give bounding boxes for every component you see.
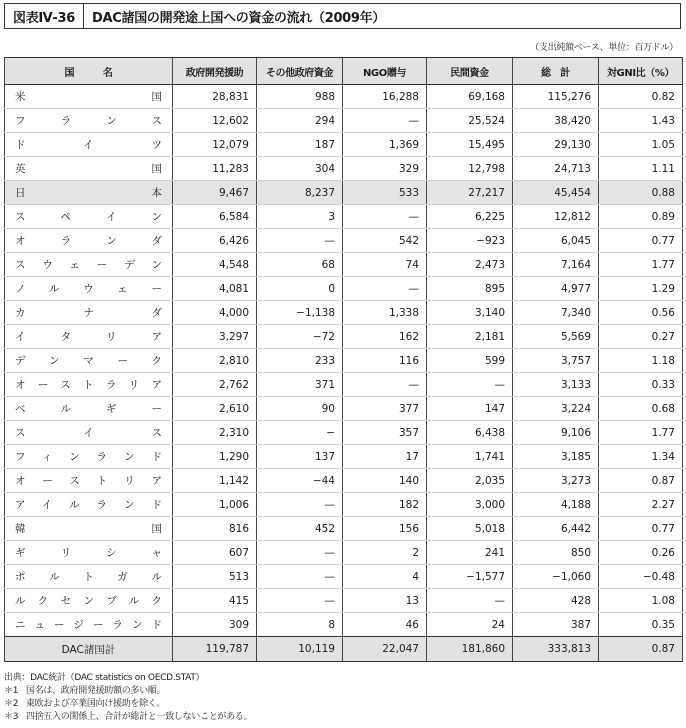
cell-ngo: 1,369 xyxy=(343,133,427,157)
cell-total: 7,340 xyxy=(513,301,599,325)
cell-private: −923 xyxy=(427,229,513,253)
cell-gni: 0.27 xyxy=(599,325,683,349)
table-row xyxy=(5,109,683,133)
cell-gni: 0.56 xyxy=(599,301,683,325)
col-header-total: 総 計 xyxy=(513,58,599,85)
cell-ngo: — xyxy=(343,205,427,229)
table-row xyxy=(5,541,683,565)
table-row xyxy=(5,445,683,469)
cell-ngo: 329 xyxy=(343,157,427,181)
cell-private: 599 xyxy=(427,349,513,373)
table-row xyxy=(5,229,683,253)
cell-gni: 1.18 xyxy=(599,349,683,373)
cell-oda: 513 xyxy=(173,565,257,589)
cell-country: アイルランド xyxy=(5,493,173,517)
cell-total: 24,713 xyxy=(513,157,599,181)
cell-country: イタリア xyxy=(5,325,173,349)
table-row xyxy=(5,253,683,277)
cell-ngo: 4 xyxy=(343,565,427,589)
cell-oda: 11,283 xyxy=(173,157,257,181)
cell-country: スウェーデン xyxy=(5,253,173,277)
cell-private: 6,438 xyxy=(427,421,513,445)
cell-country: フランス xyxy=(5,109,173,133)
cell-country: 米国 xyxy=(5,85,173,109)
cell-oof: −44 xyxy=(257,469,343,493)
cell-oda: 12,079 xyxy=(173,133,257,157)
col-header-country: 国 名 xyxy=(5,58,173,85)
cell-ngo: 17 xyxy=(343,445,427,469)
cell-private: 24 xyxy=(427,613,513,637)
cell-country: ルクセンブルク xyxy=(5,589,173,613)
cell-private: 6,225 xyxy=(427,205,513,229)
cell-ngo: 156 xyxy=(343,517,427,541)
cell-ngo: 46 xyxy=(343,613,427,637)
footnote-text: 国名は、政府開発援助額の多い順。 xyxy=(26,686,166,696)
cell-oof: 3 xyxy=(257,205,343,229)
cell-private: 25,524 xyxy=(427,109,513,133)
footnote xyxy=(4,698,252,711)
cell-total: 3,185 xyxy=(513,445,599,469)
cell-private: −1,577 xyxy=(427,565,513,589)
footnote xyxy=(4,672,252,685)
cell-total: 850 xyxy=(513,541,599,565)
cell-oof: 294 xyxy=(257,109,343,133)
cell-oda: 1,142 xyxy=(173,469,257,493)
table-row xyxy=(5,205,683,229)
table-row xyxy=(5,277,683,301)
total-oda: 119,787 xyxy=(173,637,257,662)
cell-oda: 607 xyxy=(173,541,257,565)
footnote-mark: 出典： xyxy=(4,673,31,683)
cell-gni: 1.29 xyxy=(599,277,683,301)
cell-oof: 137 xyxy=(257,445,343,469)
cell-gni: 0.68 xyxy=(599,397,683,421)
cell-gni: 0.89 xyxy=(599,205,683,229)
cell-total: 9,106 xyxy=(513,421,599,445)
cell-country: 日本 xyxy=(5,181,173,205)
footnote-text: 東欧および卒業国向け援助を除く。 xyxy=(26,699,166,709)
cell-oof: − xyxy=(257,421,343,445)
cell-total: 29,130 xyxy=(513,133,599,157)
cell-gni: 0.77 xyxy=(599,229,683,253)
table-row xyxy=(5,301,683,325)
table-row xyxy=(5,325,683,349)
cell-private: 3,000 xyxy=(427,493,513,517)
table-row xyxy=(5,133,683,157)
cell-total: 38,420 xyxy=(513,109,599,133)
total-ngo: 22,047 xyxy=(343,637,427,662)
cell-private: 241 xyxy=(427,541,513,565)
cell-oof: 0 xyxy=(257,277,343,301)
col-header-gni: 対GNI比（%） xyxy=(599,58,683,85)
cell-country: スイス xyxy=(5,421,173,445)
cell-oof: 8,237 xyxy=(257,181,343,205)
cell-gni: 0.26 xyxy=(599,541,683,565)
figure-id: 図表Ⅳ-36 xyxy=(5,4,84,28)
cell-country: ドイツ xyxy=(5,133,173,157)
figure-title: DAC諸国の開発途上国への資金の流れ（2009年） xyxy=(92,10,386,26)
cell-ngo: 140 xyxy=(343,469,427,493)
cell-total: 6,442 xyxy=(513,517,599,541)
footnotes xyxy=(4,672,252,724)
cell-oda: 4,000 xyxy=(173,301,257,325)
cell-oda: 2,310 xyxy=(173,421,257,445)
cell-ngo: 16,288 xyxy=(343,85,427,109)
cell-gni: 0.87 xyxy=(599,469,683,493)
cell-ngo: 533 xyxy=(343,181,427,205)
cell-oof: 68 xyxy=(257,253,343,277)
cell-oof: 187 xyxy=(257,133,343,157)
cell-country: 韓国 xyxy=(5,517,173,541)
col-header-oda: 政府開発援助 xyxy=(173,58,257,85)
cell-private: 1,741 xyxy=(427,445,513,469)
cell-oda: 1,006 xyxy=(173,493,257,517)
cell-total: 12,812 xyxy=(513,205,599,229)
cell-oof: 8 xyxy=(257,613,343,637)
cell-ngo: 377 xyxy=(343,397,427,421)
table-row xyxy=(5,85,683,109)
cell-private: — xyxy=(427,589,513,613)
cell-private: 2,473 xyxy=(427,253,513,277)
cell-oof: — xyxy=(257,541,343,565)
table-row xyxy=(5,469,683,493)
cell-oof: — xyxy=(257,565,343,589)
cell-gni: 1.08 xyxy=(599,589,683,613)
cell-oda: 816 xyxy=(173,517,257,541)
cell-gni: 1.77 xyxy=(599,421,683,445)
footnote xyxy=(4,685,252,698)
footnote-mark: ＊3 xyxy=(4,712,19,722)
table-row xyxy=(5,517,683,541)
cell-ngo: 116 xyxy=(343,349,427,373)
cell-oof: 452 xyxy=(257,517,343,541)
cell-country: スペイン xyxy=(5,205,173,229)
cell-private: 12,798 xyxy=(427,157,513,181)
cell-country: ポルトガル xyxy=(5,565,173,589)
total-label: DAC諸国計 xyxy=(5,637,173,662)
footnote-text: DAC統計（DAC statistics on OECD.STAT） xyxy=(30,673,205,683)
cell-oda: 2,810 xyxy=(173,349,257,373)
total-oof: 10,119 xyxy=(257,637,343,662)
cell-oof: — xyxy=(257,589,343,613)
cell-total: 3,133 xyxy=(513,373,599,397)
col-header-ngo: NGO贈与 xyxy=(343,58,427,85)
cell-country: オランダ xyxy=(5,229,173,253)
cell-country: ギリシャ xyxy=(5,541,173,565)
cell-ngo: 162 xyxy=(343,325,427,349)
cell-gni: 0.77 xyxy=(599,517,683,541)
cell-private: 2,035 xyxy=(427,469,513,493)
cell-gni: 0.35 xyxy=(599,613,683,637)
cell-oda: 4,081 xyxy=(173,277,257,301)
cell-gni: −0.48 xyxy=(599,565,683,589)
table-row xyxy=(5,421,683,445)
table-row xyxy=(5,373,683,397)
total-gni: 0.87 xyxy=(599,637,683,662)
unit-note: （支出純額ベース、単位：百万ドル） xyxy=(530,43,678,53)
cell-oda: 28,831 xyxy=(173,85,257,109)
cell-private: 147 xyxy=(427,397,513,421)
table-row xyxy=(5,589,683,613)
table-row xyxy=(5,181,683,205)
cell-gni: 1.34 xyxy=(599,445,683,469)
table-row xyxy=(5,493,683,517)
cell-country: フィンランド xyxy=(5,445,173,469)
cell-oda: 415 xyxy=(173,589,257,613)
table-row xyxy=(5,157,683,181)
cell-gni: 1.77 xyxy=(599,253,683,277)
cell-oof: 988 xyxy=(257,85,343,109)
cell-ngo: 357 xyxy=(343,421,427,445)
cell-oof: −1,138 xyxy=(257,301,343,325)
cell-country: カナダ xyxy=(5,301,173,325)
cell-gni: 1.11 xyxy=(599,157,683,181)
cell-total: 4,977 xyxy=(513,277,599,301)
cell-private: 3,140 xyxy=(427,301,513,325)
footnote-mark: ＊1 xyxy=(4,686,19,696)
cell-ngo: — xyxy=(343,373,427,397)
cell-gni: 1.43 xyxy=(599,109,683,133)
cell-country: オーストラリア xyxy=(5,373,173,397)
cell-total: 115,276 xyxy=(513,85,599,109)
cell-total: 3,224 xyxy=(513,397,599,421)
table-row xyxy=(5,565,683,589)
cell-oda: 6,584 xyxy=(173,205,257,229)
cell-ngo: 182 xyxy=(343,493,427,517)
cell-oda: 12,602 xyxy=(173,109,257,133)
data-table xyxy=(4,57,683,662)
cell-gni: 2.27 xyxy=(599,493,683,517)
cell-country: ベルギー xyxy=(5,397,173,421)
cell-total: 3,757 xyxy=(513,349,599,373)
cell-country: オーストリア xyxy=(5,469,173,493)
cell-oof: 371 xyxy=(257,373,343,397)
cell-ngo: 13 xyxy=(343,589,427,613)
cell-country: ニュージーランド xyxy=(5,613,173,637)
cell-ngo: — xyxy=(343,109,427,133)
cell-total: 7,164 xyxy=(513,253,599,277)
cell-oof: — xyxy=(257,493,343,517)
total-private: 181,860 xyxy=(427,637,513,662)
cell-oda: 4,548 xyxy=(173,253,257,277)
cell-oda: 2,610 xyxy=(173,397,257,421)
cell-oda: 9,467 xyxy=(173,181,257,205)
table-row xyxy=(5,397,683,421)
cell-oof: −72 xyxy=(257,325,343,349)
cell-total: 3,273 xyxy=(513,469,599,493)
footnote-text: 四捨五入の関係上、合計が総計と一致しないことがある。 xyxy=(26,712,253,722)
cell-private: 15,495 xyxy=(427,133,513,157)
cell-ngo: 2 xyxy=(343,541,427,565)
cell-oda: 6,426 xyxy=(173,229,257,253)
cell-private: 69,168 xyxy=(427,85,513,109)
cell-oof: 233 xyxy=(257,349,343,373)
table-row xyxy=(5,613,683,637)
cell-country: デンマーク xyxy=(5,349,173,373)
col-header-private: 民間資金 xyxy=(427,58,513,85)
cell-ngo: 74 xyxy=(343,253,427,277)
cell-total: −1,060 xyxy=(513,565,599,589)
footnote xyxy=(4,711,252,724)
header-row xyxy=(5,58,683,85)
cell-total: 387 xyxy=(513,613,599,637)
cell-private: — xyxy=(427,373,513,397)
cell-oda: 309 xyxy=(173,613,257,637)
col-header-oof: その他政府資金 xyxy=(257,58,343,85)
cell-private: 5,018 xyxy=(427,517,513,541)
cell-total: 428 xyxy=(513,589,599,613)
cell-oda: 2,762 xyxy=(173,373,257,397)
cell-oof: 90 xyxy=(257,397,343,421)
cell-oda: 3,297 xyxy=(173,325,257,349)
cell-ngo: 1,338 xyxy=(343,301,427,325)
cell-oof: 304 xyxy=(257,157,343,181)
total-row xyxy=(5,637,683,662)
cell-oof: — xyxy=(257,229,343,253)
cell-gni: 0.82 xyxy=(599,85,683,109)
table-body xyxy=(5,85,683,637)
cell-total: 5,569 xyxy=(513,325,599,349)
cell-oda: 1,290 xyxy=(173,445,257,469)
cell-total: 4,188 xyxy=(513,493,599,517)
cell-country: ノルウェー xyxy=(5,277,173,301)
footnote-mark: ＊2 xyxy=(4,699,19,709)
total-total: 333,813 xyxy=(513,637,599,662)
table-row xyxy=(5,349,683,373)
cell-ngo: — xyxy=(343,277,427,301)
cell-private: 27,217 xyxy=(427,181,513,205)
cell-private: 895 xyxy=(427,277,513,301)
cell-gni: 1.05 xyxy=(599,133,683,157)
cell-total: 45,454 xyxy=(513,181,599,205)
cell-private: 2,181 xyxy=(427,325,513,349)
cell-gni: 0.33 xyxy=(599,373,683,397)
cell-country: 英国 xyxy=(5,157,173,181)
cell-gni: 0.88 xyxy=(599,181,683,205)
cell-ngo: 542 xyxy=(343,229,427,253)
cell-total: 6,045 xyxy=(513,229,599,253)
figure-title-bar xyxy=(4,3,681,29)
